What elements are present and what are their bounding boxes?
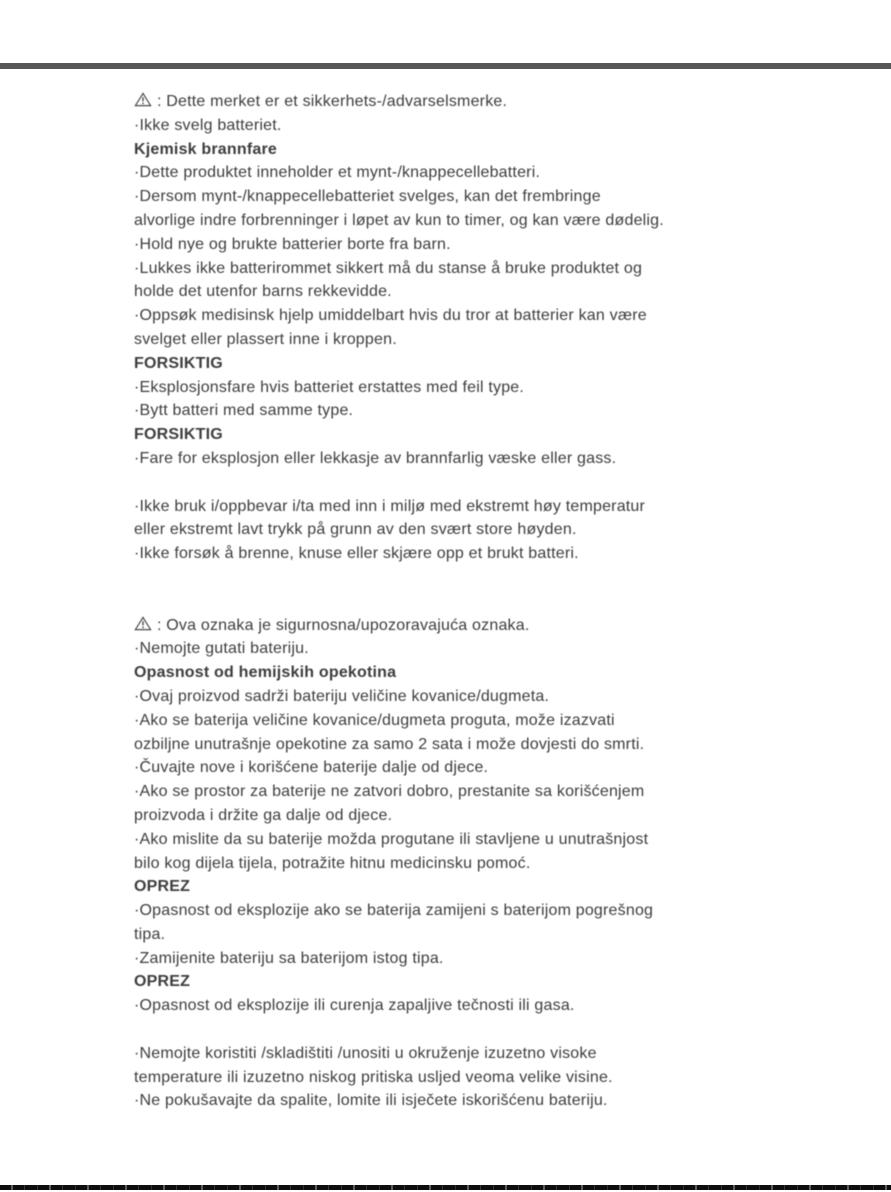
line-text: holde det utenfor barns rekkevidde. [134, 283, 392, 301]
line-text: ·Ikke bruk i/oppbevar i/ta med inn i miljø med ekstremt høy temperatur [134, 497, 646, 515]
section-heading [134, 875, 814, 899]
line-text: ·Nemojte koristiti /skladištiti /unositi u okruženje izuzetno visoke [134, 1044, 597, 1062]
section-bosnian [134, 614, 814, 1114]
line-text: ·Opasnost od eksplozije ili curenja zapaljive tečnosti ili gasa. [134, 997, 575, 1015]
line-text: eller ekstremt lavt trykk på grunn av den svært store høyden. [134, 521, 577, 539]
text-line [134, 114, 814, 138]
line-text: ·Ikke forsøk å brenne, knuse eller skjære opp et brukt batteri. [134, 545, 579, 563]
line-text: FORSIKTIG [134, 426, 223, 444]
text-line [134, 1042, 814, 1066]
text-line [134, 780, 814, 804]
blank-line [134, 1018, 814, 1042]
document-body [134, 90, 814, 1113]
text-line [134, 899, 814, 923]
text-line [134, 994, 814, 1018]
text-line [134, 1089, 814, 1113]
warning-line [134, 614, 814, 638]
line-text: : Ova oznaka je sigurnosna/upozoravajuća oznaka. [157, 616, 530, 634]
top-divider [0, 63, 891, 69]
line-text: alvorlige indre forbrenninger i løpet av kun to timer, og kan være dødelig. [134, 211, 664, 229]
line-text: Opasnost od hemijskih opekotina [134, 664, 397, 682]
section-norwegian [134, 90, 814, 566]
text-line [134, 233, 814, 257]
text-line [134, 1066, 814, 1090]
text-line [134, 637, 814, 661]
line-text: ·Ikke svelg batteriet. [134, 116, 282, 134]
line-text: ·Oppsøk medisinsk hjelp umiddelbart hvis du tror at batterier kan være [134, 307, 647, 325]
line-text: ozbiljne unutrašnje opekotine za samo 2 sata i može dovjesti do smrti. [134, 735, 645, 753]
line-text: ·Bytt batteri med samme type. [134, 402, 354, 420]
blank-line [134, 471, 814, 495]
text-line [134, 161, 814, 185]
line-text: ·Ako mislite da su baterije možda progutane ili stavljene u unutrašnjost [134, 830, 649, 848]
text-line [134, 399, 814, 423]
text-line [134, 280, 814, 304]
text-line [134, 495, 814, 519]
text-line [134, 542, 814, 566]
line-text: Kjemisk brannfare [134, 140, 278, 158]
warning-triangle-icon [134, 92, 152, 107]
text-line [134, 518, 814, 542]
line-text: ·Ako se prostor za baterije ne zatvori dobro, prestanite sa korišćenjem [134, 783, 645, 801]
line-text: ·Čuvajte nove i korišćene baterije dalje od djece. [134, 759, 489, 777]
line-text: ·Eksplosjonsfare hvis batteriet erstattes med feil type. [134, 378, 525, 396]
section-heading [134, 661, 814, 685]
line-text: temperature ili izuzetno niskog pritiska usljed veoma velike visine. [134, 1068, 613, 1086]
line-text: ·Zamijenite bateriju sa baterijom istog tipa. [134, 949, 444, 967]
text-line [134, 709, 814, 733]
line-text: tipa. [134, 925, 166, 943]
line-text: ·Nemojte gutati bateriju. [134, 640, 309, 658]
line-text: ·Lukkes ikke batterirommet sikkert må du stanse å bruke produktet og [134, 259, 643, 277]
line-text: FORSIKTIG [134, 354, 223, 372]
text-line [134, 923, 814, 947]
section-heading [134, 970, 814, 994]
warning-triangle-icon [134, 616, 152, 631]
bottom-divider [0, 1185, 891, 1190]
section-heading [134, 423, 814, 447]
text-line [134, 852, 814, 876]
line-text: : Dette merket er et sikkerhets-/advarselsmerke. [157, 93, 508, 110]
text-line [134, 756, 814, 780]
line-text: ·Dette produktet inneholder et mynt-/knappecellebatteri. [134, 164, 541, 182]
section-heading [134, 138, 814, 162]
text-line [134, 209, 814, 233]
text-line [134, 328, 814, 352]
text-line [134, 733, 814, 757]
text-line [134, 257, 814, 281]
text-line [134, 804, 814, 828]
warning-line [134, 90, 814, 114]
line-text: OPREZ [134, 973, 191, 991]
line-text: OPREZ [134, 878, 191, 896]
section-heading [134, 352, 814, 376]
text-line [134, 376, 814, 400]
text-line [134, 304, 814, 328]
line-text: bilo kog dijela tijela, potražite hitnu medicinsku pomoć. [134, 854, 531, 872]
text-line [134, 828, 814, 852]
line-text: ·Ne pokušavajte da spalite, lomite ili isječete iskorišćenu bateriju. [134, 1092, 608, 1110]
line-text: ·Opasnost od eksplozije ako se baterija zamijeni s baterijom pogrešnog [134, 902, 654, 920]
text-line [134, 185, 814, 209]
text-line [134, 947, 814, 971]
line-text: ·Fare for eksplosjon eller lekkasje av brannfarlig væske eller gass. [134, 449, 617, 467]
line-text: ·Ako se baterija veličine kovanice/dugmeta proguta, može izazvati [134, 711, 615, 729]
text-line [134, 447, 814, 471]
line-text: svelget eller plassert inne i kroppen. [134, 330, 397, 348]
line-text: ·Ovaj proizvod sadrži bateriju veličine kovanice/dugmeta. [134, 687, 550, 705]
line-text: proizvoda i držite ga dalje od djece. [134, 806, 393, 824]
line-text: ·Dersom mynt-/knappecellebatteriet svelges, kan det frembringe [134, 188, 601, 206]
text-line [134, 685, 814, 709]
line-text: ·Hold nye og brukte batterier borte fra barn. [134, 235, 451, 253]
